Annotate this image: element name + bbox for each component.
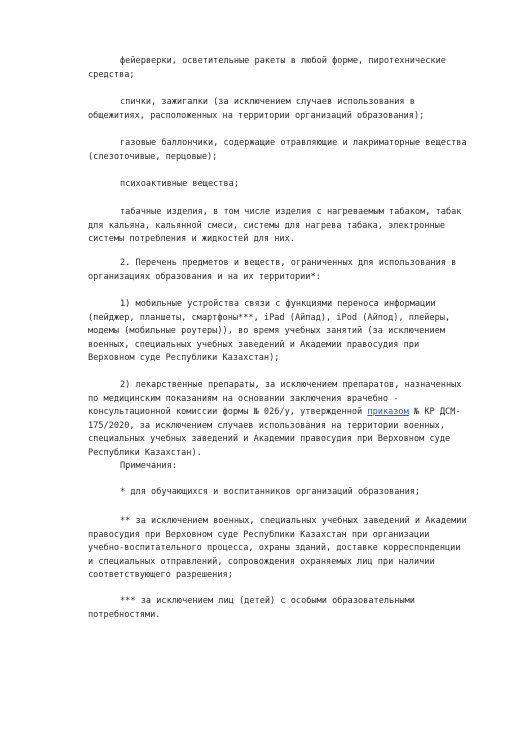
paragraph-note-3 xyxy=(88,595,468,622)
text-line: 2. Перечень предметов и веществ, ограниченных для использования в xyxy=(120,258,457,268)
text-line: правосудия при Верховном суде Республики Казахстан при организации xyxy=(88,529,430,540)
order-link[interactable]: приказом xyxy=(367,407,409,417)
text-line: (слезоточивые, перцовые); xyxy=(88,151,218,162)
text-line: Верховном суде Республики Казахстан); xyxy=(88,353,280,363)
text-line: для кальяна, кальянной смеси, системы для нагрева табака, электронные xyxy=(88,220,445,231)
text-line: ** за исключением военных, специальных учебных заведений и Академии xyxy=(120,516,467,526)
paragraph-psychoactive xyxy=(88,178,468,192)
paragraph-fireworks xyxy=(88,55,468,82)
text-line: Республики Казахстан). xyxy=(88,447,202,458)
text-fragment: № КР ДСМ- xyxy=(408,407,461,417)
text-line: средства; xyxy=(88,69,135,80)
paragraph-gas-cans xyxy=(88,137,468,164)
text-line: по медицинским показаниям на основании заключения врачебно - xyxy=(88,393,399,404)
text-line-with-link xyxy=(88,406,468,420)
text-line: военных, специальных учебных заведений и Академии правосудия при xyxy=(88,339,420,350)
text-line: газовые баллончики, содержащие отравляющие и лакриматорные вещества xyxy=(120,138,467,148)
text-line: 2) лекарственные препараты, за исключением препаратов, назначенных xyxy=(120,380,462,390)
text-line: * для обучающихся и воспитанников организаций образования; xyxy=(120,487,421,497)
text-line: табачные изделия, в том числе изделия с нагреваемым табаком, табак xyxy=(120,207,462,217)
text-line: (пейджер, планшеты, смартфоны***, iPad (Айпад), iPod (Айпод), плейеры, xyxy=(88,312,451,323)
text-line: *** за исключением лиц (детей) с особыми образовательными xyxy=(120,596,415,606)
paragraph-mobile-devices xyxy=(88,298,468,366)
text-line: системы потребления и жидкостей для них. xyxy=(88,234,295,244)
notes-heading: Примечания: xyxy=(120,461,177,471)
text-line: 1) мобильные устройства связи с функциями переноса информации xyxy=(120,299,436,309)
text-fragment: консультационной комиссии формы № 026/у, утвержденной xyxy=(88,407,368,417)
text-line: общежитиях, расположенных на территории организаций образования); xyxy=(88,110,425,121)
text-line: 175/2020, за исключением случаев использования на территории военных, xyxy=(88,420,445,431)
text-line: соответствующего разрешения; xyxy=(88,570,233,580)
text-line: фейерверки, осветительные ракеты в любой форме, пиротехнические xyxy=(120,56,446,66)
text-line: и специальных отправлений, сопровождения охраняемых лиц при наличии xyxy=(88,556,435,567)
paragraph-medicines xyxy=(88,379,468,460)
paragraph-restricted-list xyxy=(88,257,468,284)
text-line: специальных учебных заведений и Академии правосудия при Верховном суде xyxy=(88,434,451,444)
text-line: учебно-воспитательного процесса, охраны зданий, доставке корреспонденции xyxy=(88,543,461,553)
text-line: организациях образования и на их территории*: xyxy=(88,271,321,282)
paragraph-tobacco xyxy=(88,206,468,247)
paragraph-note-2 xyxy=(88,515,468,583)
text-line: психоактивные вещества; xyxy=(120,179,239,189)
text-line: потребностями. xyxy=(88,609,161,620)
text-line: спички, зажигалки (за исключением случаев использования в xyxy=(120,97,415,107)
text-line: модемы (мобильные роутеры)), во время учебных занятий (за исключением xyxy=(88,326,445,336)
paragraph-note-1 xyxy=(88,486,468,500)
paragraph-matches xyxy=(88,96,468,123)
paragraph-notes-heading xyxy=(88,460,468,474)
